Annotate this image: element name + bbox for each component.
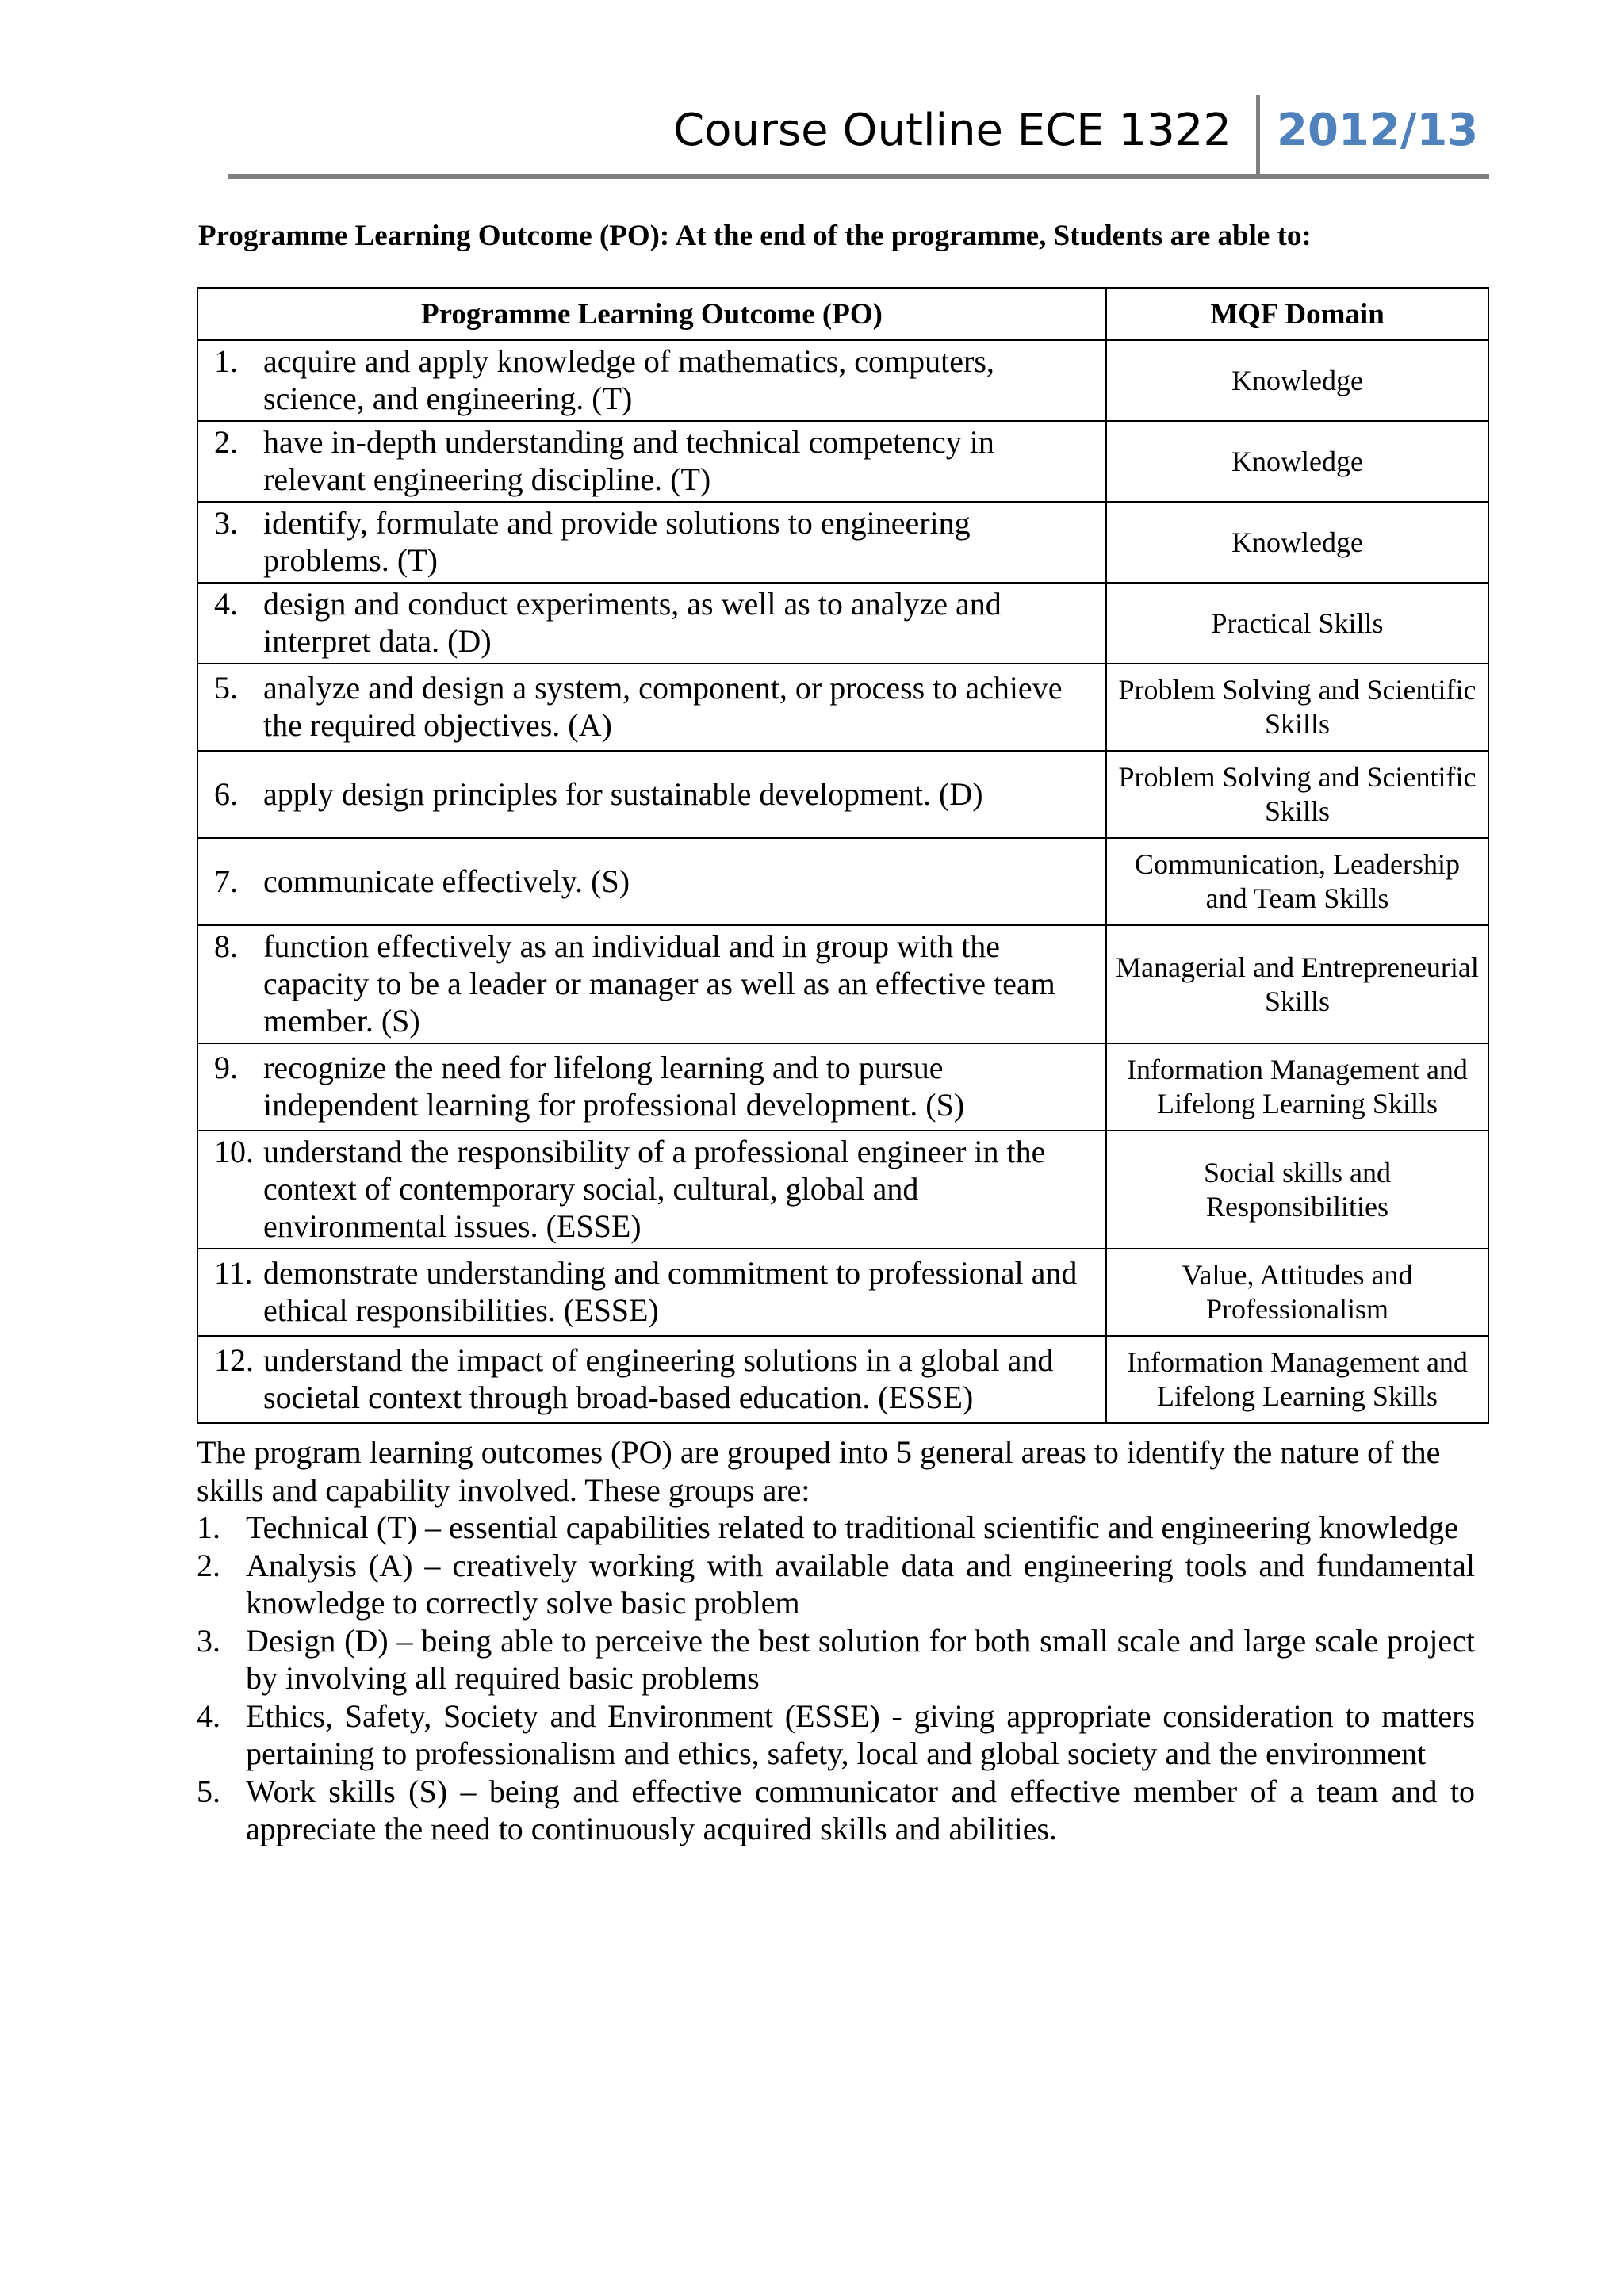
mqf-domain: Problem Solving and Scientific Skills xyxy=(1106,751,1488,838)
table-row xyxy=(197,1249,1488,1336)
table-row xyxy=(197,340,1488,421)
po-intro-heading: Programme Learning Outcome (PO): At the end of the programme, Students are able to: xyxy=(198,220,1312,252)
table-row xyxy=(197,838,1488,925)
po-cell xyxy=(197,502,1106,583)
po-text: function effectively as an individual and in group with the capacity to be a leader or manager as well as an effective team member. (S) xyxy=(263,928,1055,1039)
mqf-domain: Information Management and Lifelong Learning Skills xyxy=(1106,1336,1488,1423)
po-cell xyxy=(197,583,1106,664)
list-item xyxy=(197,1773,1475,1848)
mqf-domain: Social skills and Responsibilities xyxy=(1106,1131,1488,1249)
table-row xyxy=(197,1336,1488,1423)
mqf-domain: Managerial and Entrepreneurial Skills xyxy=(1106,925,1488,1043)
table-row xyxy=(197,502,1488,583)
header-divider xyxy=(1256,95,1260,174)
header-rule xyxy=(228,174,1489,179)
mqf-domain: Information Management and Lifelong Learning Skills xyxy=(1106,1043,1488,1131)
mqf-domain: Practical Skills xyxy=(1106,583,1488,664)
table-row xyxy=(197,664,1488,751)
table-row xyxy=(197,1131,1488,1249)
header-po: Programme Learning Outcome (PO) xyxy=(197,288,1106,340)
mqf-domain: Value, Attitudes and Professionalism xyxy=(1106,1249,1488,1336)
groups-intro: The program learning outcomes (PO) are grouped into 5 general areas to identify the nature of the skills and capability involved. These groups are: xyxy=(197,1434,1441,1508)
list-item xyxy=(197,1622,1475,1697)
po-number: 9. xyxy=(214,1050,238,1085)
po-cell xyxy=(197,1249,1106,1336)
list-item xyxy=(197,1697,1475,1773)
po-text: apply design principles for sustainable development. (D) xyxy=(263,775,983,812)
po-cell xyxy=(197,838,1106,925)
group-text: Technical (T) – essential capabilities related to traditional scientific and engineering knowledge xyxy=(246,1510,1458,1545)
mqf-domain: Knowledge xyxy=(1106,340,1488,421)
group-number: 3. xyxy=(197,1622,220,1659)
po-number: 6. xyxy=(214,775,238,812)
table-row xyxy=(197,1043,1488,1131)
po-text: communicate effectively. (S) xyxy=(263,863,630,899)
mqf-domain: Knowledge xyxy=(1106,502,1488,583)
po-text: identify, formulate and provide solutions to engineering problems. (T) xyxy=(263,505,971,578)
page-header xyxy=(228,95,1489,179)
group-number: 1. xyxy=(197,1510,220,1545)
group-text: Work skills (S) – being and effective communicator and effective member of a team and to appreciate the need to continuously acquired skills and abilities. xyxy=(246,1773,1475,1846)
po-number: 7. xyxy=(214,863,238,899)
po-cell xyxy=(197,1336,1106,1423)
course-title: Course Outline ECE 1322 xyxy=(673,105,1231,156)
po-number: 4. xyxy=(214,586,238,622)
po-number: 5. xyxy=(214,670,238,706)
table-row xyxy=(197,583,1488,664)
table-row xyxy=(197,751,1488,838)
table-row xyxy=(197,421,1488,502)
group-number: 5. xyxy=(197,1773,220,1809)
group-number: 2. xyxy=(197,1547,220,1583)
po-cell xyxy=(197,340,1106,421)
po-cell xyxy=(197,421,1106,502)
po-number: 11. xyxy=(214,1255,253,1291)
po-number: 10. xyxy=(214,1134,254,1169)
po-text: acquire and apply knowledge of mathematics, computers, science, and engineering. (T) xyxy=(263,343,994,416)
group-text: Ethics, Safety, Society and Environment (ESSE) - giving appropriate consideration to matters pertaining to professionalism and ethics, safety, local and global society and the environment xyxy=(246,1697,1475,1771)
po-table xyxy=(197,287,1489,1424)
po-number: 2. xyxy=(214,424,238,460)
table-header-row xyxy=(197,288,1488,340)
po-text: demonstrate understanding and commitment to professional and ethical responsibilities. (ESSE) xyxy=(263,1255,1078,1328)
po-text: understand the responsibility of a professional engineer in the context of contemporary social, cultural, global and environmental issues. (ESSE) xyxy=(263,1134,1046,1244)
po-groups-section xyxy=(197,1433,1475,1848)
po-number: 12. xyxy=(214,1342,254,1378)
po-cell xyxy=(197,925,1106,1043)
academic-year: 2012/13 xyxy=(1277,105,1479,156)
po-cell xyxy=(197,664,1106,751)
po-number: 8. xyxy=(214,928,238,964)
po-cell xyxy=(197,1131,1106,1249)
po-number: 1. xyxy=(214,343,238,379)
group-text: Analysis (A) – creatively working with available data and engineering tools and fundamental knowledge to correctly solve basic problem xyxy=(246,1547,1475,1621)
po-cell xyxy=(197,1043,1106,1131)
mqf-domain: Knowledge xyxy=(1106,421,1488,502)
po-text: recognize the need for lifelong learning and to pursue independent learning for professional development. (S) xyxy=(263,1050,965,1123)
table-row xyxy=(197,925,1488,1043)
group-text: Design (D) – being able to perceive the best solution for both small scale and large scale project by involving all required basic problems xyxy=(246,1622,1475,1696)
mqf-domain: Communication, Leadership and Team Skills xyxy=(1106,838,1488,925)
po-text: understand the impact of engineering solutions in a global and societal context through broad-based education. (ESSE) xyxy=(263,1342,1054,1415)
group-number: 4. xyxy=(197,1697,220,1734)
mqf-domain: Problem Solving and Scientific Skills xyxy=(1106,664,1488,751)
po-number: 3. xyxy=(214,505,238,541)
po-text: design and conduct experiments, as well as to analyze and interpret data. (D) xyxy=(263,586,1002,659)
header-mqf-domain: MQF Domain xyxy=(1106,288,1488,340)
po-text: have in-depth understanding and technical competency in relevant engineering discipline. (T) xyxy=(263,424,994,497)
list-item xyxy=(197,1547,1475,1622)
po-cell xyxy=(197,751,1106,838)
list-item xyxy=(197,1509,1475,1547)
po-text: analyze and design a system, component, or process to achieve the required objectives. (A) xyxy=(263,670,1063,743)
